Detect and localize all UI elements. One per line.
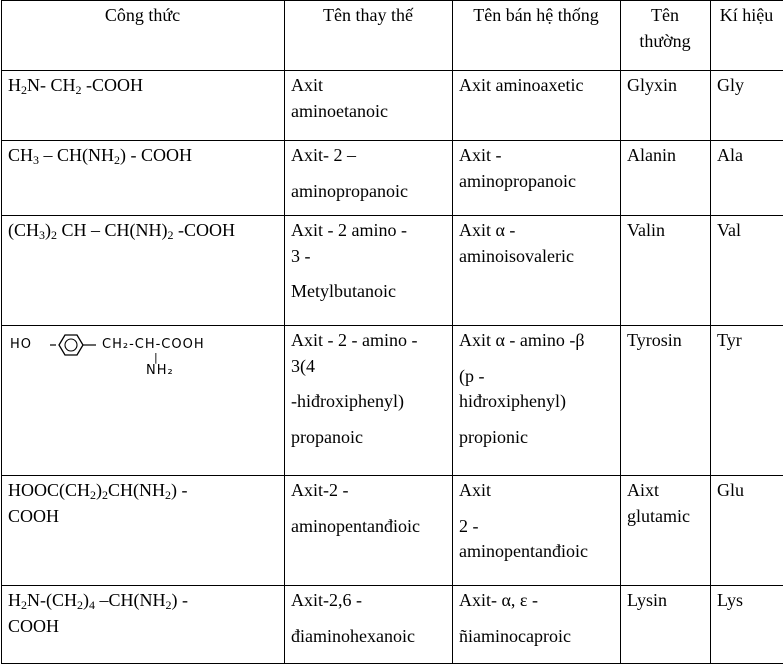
text-line: Axit: [459, 480, 492, 500]
table-row: [2, 141, 783, 216]
text-line: aminopentanđioic: [459, 541, 588, 562]
header-ten-thay-the: Tên thay thế: [285, 1, 453, 71]
subscript: 2: [165, 598, 172, 612]
table-row: [2, 216, 783, 326]
formula-cell: [2, 476, 285, 586]
common-name-cell: [621, 141, 711, 216]
formula-cell: [2, 326, 285, 476]
text-line: Axit-2 -: [291, 480, 349, 500]
text-line: điaminohexanoic: [291, 625, 415, 646]
subscript: 3: [33, 153, 40, 167]
subscript: 2: [75, 83, 82, 97]
formula-cell: [2, 216, 285, 326]
subscript: 2: [167, 228, 174, 242]
common-name-cell: [621, 326, 711, 476]
formula-text: $CH_3 - CH(NH_2)$ - COOH: [8, 145, 193, 167]
semi-systematic-name-cell: [453, 71, 621, 141]
semi-systematic-name-cell: [453, 326, 621, 476]
text-line: propanoic: [291, 426, 363, 447]
common-name-cell: [621, 71, 711, 141]
text-line: aminoetanoic: [291, 100, 388, 121]
text-line: ñiaminocaproic: [459, 625, 571, 646]
symbol-cell: Ala: [711, 141, 783, 216]
text-line: glutamic: [627, 505, 690, 526]
iupac-name-cell: [285, 216, 453, 326]
common-name-cell: [621, 476, 711, 586]
formula-text: $HOOC(CH_2)_2CH(NH_2)$ -: [8, 480, 188, 502]
text-line: hiđroxiphenyl): [459, 391, 566, 412]
text-line: 3 -: [291, 245, 311, 266]
text-line: Alanin: [627, 145, 676, 165]
semi-systematic-name-cell: [453, 141, 621, 216]
header-cong-thuc: Công thức: [2, 1, 285, 71]
text-line: aminopropanoic: [291, 180, 408, 201]
symbol-cell: Val: [711, 216, 783, 326]
text-line: Axit - 2 amino -: [291, 220, 407, 240]
semi-systematic-name-cell: [453, 586, 621, 664]
iupac-name-cell: [285, 71, 453, 141]
text-line: Aixt: [627, 480, 660, 500]
tyrosine-structure: [6, 326, 280, 466]
iupac-name-cell: [285, 141, 453, 216]
formula-cell: [2, 71, 285, 141]
structure-chain: CH₂-CH-COOH: [102, 337, 205, 352]
text-line: aminoisovaleric: [459, 245, 574, 266]
text-line: 2 -: [459, 515, 479, 536]
benzene-ring-icon: [50, 332, 98, 358]
text-line: Lysin: [627, 590, 668, 610]
symbol-cell: Tyr: [711, 326, 783, 476]
header-ki-hieu: Kí hiệu: [711, 1, 783, 71]
iupac-name-cell: [285, 326, 453, 476]
text-line: Axit α -: [459, 220, 516, 240]
text-line: Axit - 2 - amino -: [291, 330, 418, 350]
table-row: [2, 476, 783, 586]
subscript: 2: [114, 153, 121, 167]
structure-ho: HO: [10, 337, 33, 352]
text-line: -hiđroxiphenyl): [291, 391, 404, 412]
header-ten-ban-he-thong: Tên bán hệ thống: [453, 1, 621, 71]
text-line: Axit-2,6 -: [291, 590, 362, 610]
formula-text-line2: COOH: [8, 505, 60, 526]
structure-branch: |: [154, 351, 159, 364]
symbol-cell: Gly: [711, 71, 783, 141]
text-line: (p -: [459, 365, 485, 386]
text-line: Axit α - amino -β: [459, 330, 585, 350]
common-name-cell: [621, 216, 711, 326]
text-line: aminopentanđioic: [291, 515, 420, 536]
text-line: Axit- α, ε -: [459, 590, 538, 610]
subscript: 3: [39, 228, 45, 242]
subscript: 2: [77, 598, 83, 612]
text-line: Tyrosin: [627, 330, 682, 350]
text-line: propionic: [459, 426, 528, 447]
text-line: Axit: [291, 75, 324, 95]
formula-text: $(CH_3)_2$ CH – $CH(NH)_2$ -COOH: [8, 220, 235, 242]
subscript: 2: [102, 488, 109, 502]
table-row: [2, 326, 783, 476]
formula-text: $H_2N-(CH_2)_4$ $-CH(NH_2)$ -: [8, 590, 188, 612]
semi-systematic-name-cell: [453, 216, 621, 326]
subscript: 2: [165, 488, 172, 502]
formula-text-line2: COOH: [8, 615, 60, 636]
text-line: Axit -: [459, 145, 502, 165]
formula-cell: [2, 141, 285, 216]
text-line: Metylbutanoic: [291, 281, 396, 302]
header-row: [2, 1, 783, 71]
table-row: [2, 586, 783, 664]
common-name-cell: [621, 586, 711, 664]
subscript: 2: [51, 228, 57, 242]
text-line: aminopropanoic: [459, 170, 576, 191]
semi-systematic-name-cell: [453, 476, 621, 586]
subscript: 4: [89, 598, 95, 612]
header-ten-thuong: Tên thường: [621, 1, 711, 71]
iupac-name-cell: [285, 476, 453, 586]
text-line: Valin: [627, 220, 665, 240]
subscript: 2: [90, 488, 97, 502]
subscript: 2: [21, 83, 27, 97]
text-line: Axit- 2 –: [291, 145, 356, 165]
amino-acid-table: [1, 0, 783, 664]
table-row: [2, 71, 783, 141]
text-line: Glyxin: [627, 75, 678, 95]
formula-cell: [2, 586, 285, 664]
subscript: 2: [21, 598, 27, 612]
iupac-name-cell: [285, 586, 453, 664]
symbol-cell: Lys: [711, 586, 783, 664]
formula-text: $H_2N-$ $CH_2$ -COOH: [8, 75, 143, 97]
symbol-cell: Glu: [711, 476, 783, 586]
text-line: 3(4: [291, 355, 315, 376]
structure-nh2: NH₂: [146, 363, 174, 378]
text-line: Axit aminoaxetic: [459, 75, 584, 95]
